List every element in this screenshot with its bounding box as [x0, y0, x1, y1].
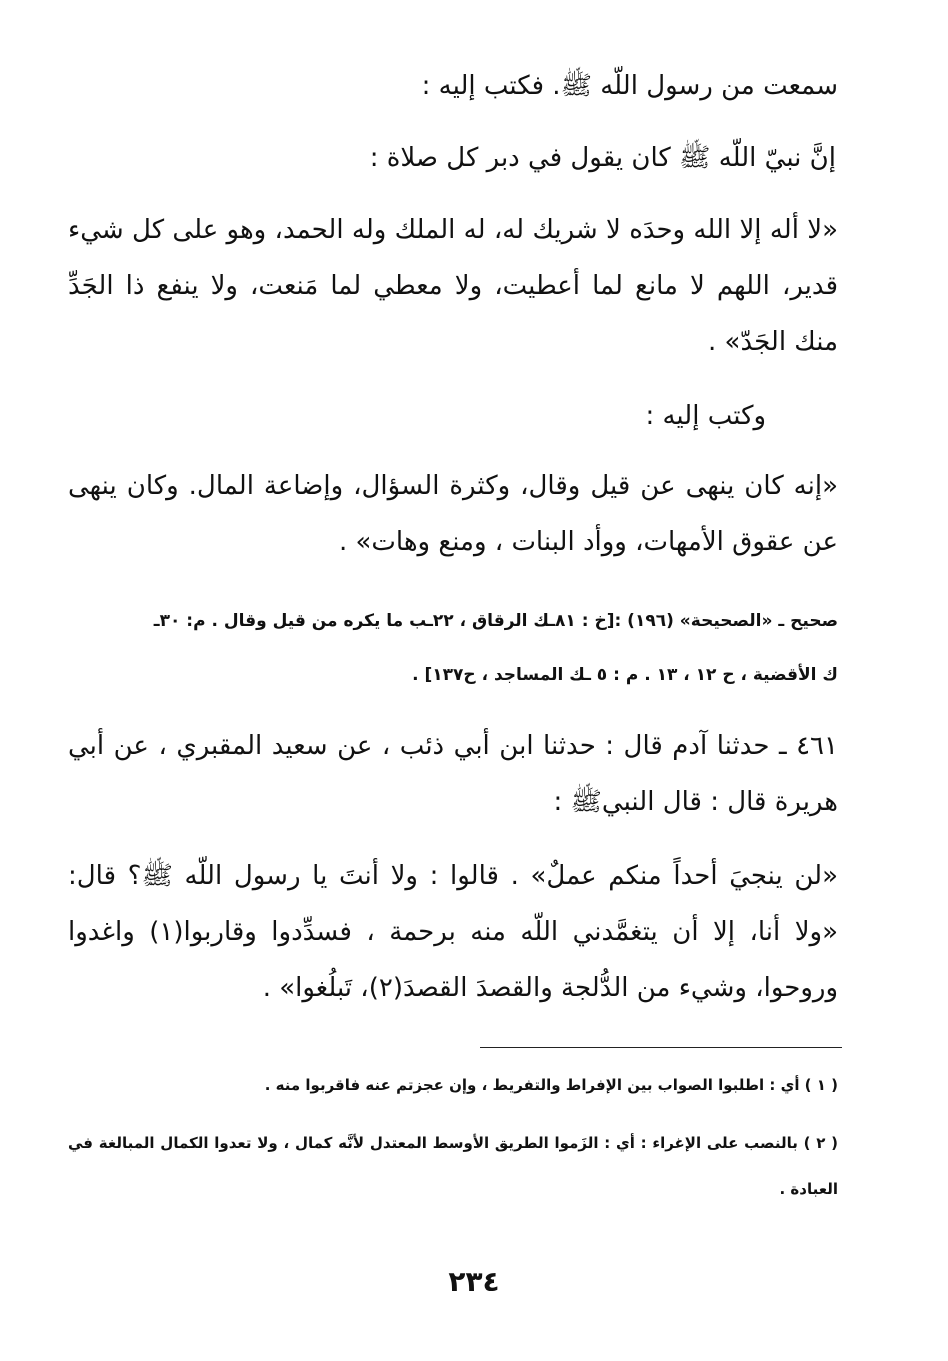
- reference-line-2: ك الأقضية ، ح ١٢ ، ١٣ . م : ٥ ـك المساجد ، ح١٣٧] .: [412, 665, 838, 685]
- hadith-paragraph-2: «إنه كان ينهى عن قيل وقال، وكثرة السؤال، وإضاعة المال. وكان ينهى عن عقوق الأمهات، ووأد البنات ، ومنع وهات» .: [68, 471, 838, 557]
- footnote-1: ( ١ ) أي : اطلبوا الصواب بين الإفراط والتفريط ، وإن عجزتم عنه فاقربوا منه .: [264, 1076, 838, 1094]
- text-line-3: وكتب إليه :: [645, 401, 766, 431]
- footnote-divider: [480, 1047, 842, 1048]
- footnote-2: ( ٢ ) بالنصب على الإغراء : أي : الزَموا الطريق الأوسط المعتدل لأنَّه كمال ، ولا تعدوا الكمال المبالغة في العبادة .: [68, 1134, 839, 1198]
- page-number: ٢٣٤: [448, 1265, 500, 1298]
- hadith-chain-paragraph: ٤٦١ ـ حدثنا آدم قال : حدثنا ابن أبي ذئب ، عن سعيد المقبري ، عن أبي هريرة قال : قال النبيﷺ :: [68, 731, 838, 817]
- page-body: [68, 58, 838, 1318]
- text-line-2: إنَّ نبيّ اللّه ﷺ كان يقول في دبر كل صلاة :: [369, 143, 836, 173]
- reference-line-1: صحيح ـ «الصحيحة» (١٩٦) :[خ : ٨١ـك الرقاق ، ٢٢ـب ما يكره من قيل وقال . م: ٣٠ـ: [153, 611, 838, 631]
- hadith-paragraph-1: «لا أله إلا الله وحدَه لا شريك له، له الملك وله الحمد، وهو على كل شيء قدير، اللهم لا مانع لما أعطيت، ولا معطي لما مَنعت، ولا ينفع ذا الجَدِّ منك الجَدّ» .: [68, 215, 838, 357]
- text-line-1: سمعت من رسول اللّه ﷺ. فكتب إليه :: [421, 71, 838, 101]
- hadith-paragraph-3: «لن ينجيَ أحداً منكم عملٌ» . قالوا : ولا أنتَ يا رسول اللّه ﷺ؟ قال: «ولا أنا، إلا أن يتغمَّدني اللّه منه برحمة ، فسدِّدوا وقاربوا(١) واغدوا وروحوا، وشيء من الدُّلجة والقصدَ القصدَ(٢)، تَبلُغوا» .: [68, 861, 838, 1003]
